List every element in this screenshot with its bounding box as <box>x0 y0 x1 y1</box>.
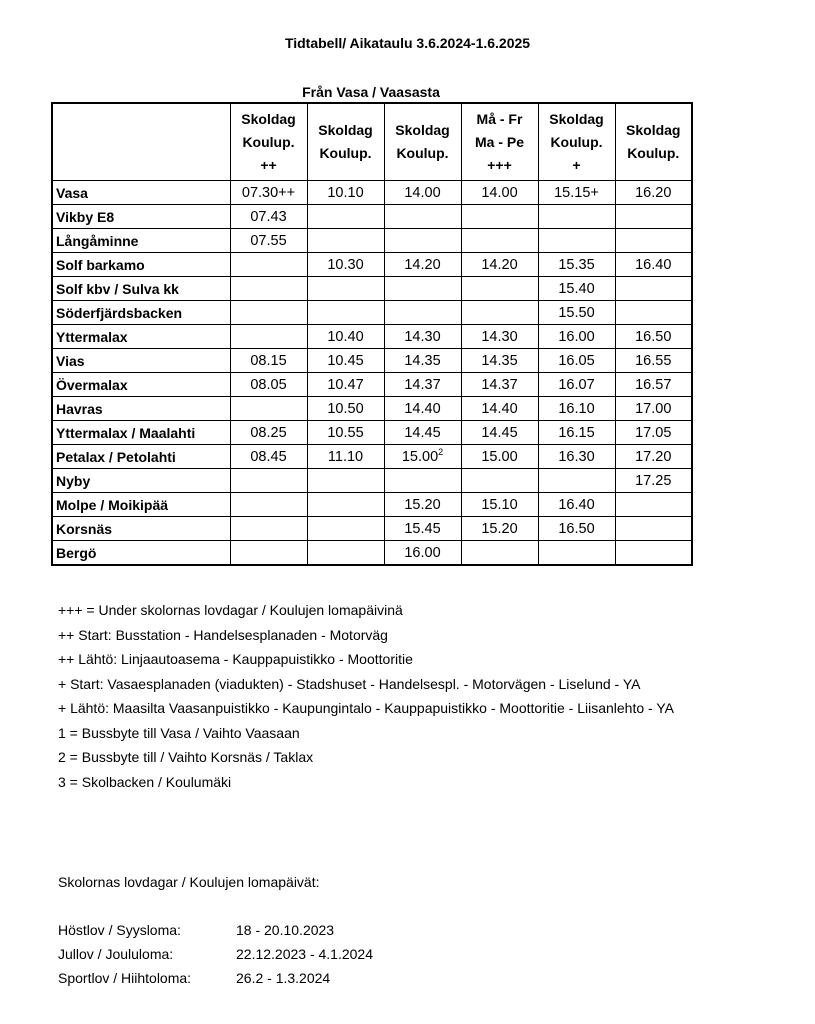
column-header-line: Ma - Pe <box>474 133 524 150</box>
departure-time <box>615 469 692 493</box>
table-row <box>52 421 692 445</box>
departure-time <box>461 277 538 301</box>
time-value: 14.00 <box>404 184 441 201</box>
departure-time <box>307 325 384 349</box>
column-header <box>615 103 692 181</box>
time-value: 14.20 <box>481 256 518 273</box>
page-title: Tidtabell/ Aikataulu 3.6.2024-1.6.2025 <box>284 35 531 51</box>
footnotes <box>58 598 674 794</box>
holiday-name: Jullov / Joululoma: <box>58 946 174 962</box>
time-value: 08.25 <box>250 424 287 441</box>
departure-time <box>461 493 538 517</box>
holiday-row <box>58 966 373 990</box>
departure-time <box>538 373 615 397</box>
time-value: 14.00 <box>481 184 518 201</box>
departure-time <box>461 301 538 325</box>
time-value: 16.05 <box>558 352 595 369</box>
departure-time <box>615 373 692 397</box>
stop-name: Molpe / Moikipää <box>52 493 230 517</box>
departure-time <box>538 229 615 253</box>
table-row <box>52 541 692 566</box>
footnote: 3 = Skolbacken / Koulumäki <box>58 773 232 790</box>
footnote: 1 = Bussbyte till Vasa / Vaihto Vaasaan <box>58 724 300 741</box>
time-value: 16.30 <box>558 448 595 465</box>
time-value: 14.40 <box>481 400 518 417</box>
departure-time <box>384 421 461 445</box>
time-value: 17.00 <box>635 400 672 417</box>
departure-time <box>307 517 384 541</box>
departure-time <box>230 445 307 469</box>
column-header <box>538 103 615 181</box>
departure-time <box>538 325 615 349</box>
footnote: +++ = Under skolornas lovdagar / Koulujen lomapäivinä <box>58 602 403 618</box>
time-value: 15.20 <box>404 496 441 513</box>
departure-time <box>384 469 461 493</box>
holiday-dates: 22.12.2023 - 4.1.2024 <box>236 946 374 962</box>
departure-time <box>615 397 692 421</box>
departure-time <box>538 181 615 205</box>
departure-time <box>461 397 538 421</box>
departure-time <box>538 517 615 541</box>
departure-time <box>538 253 615 277</box>
departure-time <box>461 373 538 397</box>
column-header-line: + <box>572 156 581 173</box>
time-value: 16.10 <box>558 400 595 417</box>
stop-name: Bergö <box>52 541 230 566</box>
time-value: 08.05 <box>250 376 287 393</box>
time-value: 07.43 <box>250 208 287 225</box>
time-value: 10.47 <box>327 376 364 393</box>
departure-time <box>384 373 461 397</box>
time-value: 16.15 <box>558 424 595 441</box>
departure-time <box>615 349 692 373</box>
table-row <box>52 517 692 541</box>
departure-time <box>538 421 615 445</box>
footnote: + Lähtö: Maasilta Vaasanpuistikko - Kaupungintalo - Kauppapuistikko - Moottoritie - Liisanlehto - YA <box>58 700 674 716</box>
departure-time <box>307 397 384 421</box>
departure-time <box>307 421 384 445</box>
departure-time <box>307 229 384 253</box>
departure-time <box>615 517 692 541</box>
departure-time <box>615 301 692 325</box>
departure-time <box>307 253 384 277</box>
column-header <box>230 103 307 181</box>
departure-time <box>307 181 384 205</box>
time-value: 16.55 <box>635 352 672 369</box>
time-value: 15.00 <box>481 448 518 465</box>
departure-time <box>230 181 307 205</box>
departure-time <box>538 541 615 566</box>
time-value: 15.45 <box>404 520 441 537</box>
footnote: + Start: Vasaesplanaden (viadukten) - Stadshuset - Handelsespl. - Motorvägen - Liselund - YA <box>58 675 641 692</box>
time-value: 15.40 <box>558 280 595 297</box>
departure-time <box>384 277 461 301</box>
stop-name: Vias <box>52 349 230 373</box>
time-value: 08.45 <box>250 448 287 465</box>
departure-time <box>538 445 615 469</box>
column-header <box>461 103 538 181</box>
departure-time <box>230 349 307 373</box>
footnote: ++ Lähtö: Linjaautoasema - Kauppapuistikko - Moottoritie <box>58 651 413 667</box>
column-header-line: Skoldag <box>549 110 604 127</box>
time-value: 14.45 <box>481 424 518 441</box>
footnote: ++ Start: Busstation - Handelsesplanaden - Motorväg <box>58 626 388 643</box>
departure-time <box>615 445 692 469</box>
departure-time <box>538 277 615 301</box>
departure-time <box>307 445 384 469</box>
departure-time <box>307 541 384 566</box>
departure-time <box>615 325 692 349</box>
departure-time <box>307 301 384 325</box>
departure-time <box>538 397 615 421</box>
departure-time <box>461 325 538 349</box>
time-value: 07.30++ <box>241 184 296 201</box>
column-header-line: Koulup. <box>242 133 295 150</box>
column-header-line: Skoldag <box>626 122 681 138</box>
time-value: 15.50 <box>558 304 595 321</box>
departure-time <box>307 373 384 397</box>
time-value: 14.30 <box>404 328 441 345</box>
time-value: 16.07 <box>558 376 595 393</box>
table-row <box>52 205 692 229</box>
time-value: 14.35 <box>404 352 441 369</box>
departure-time <box>384 541 461 566</box>
time-value: 16.50 <box>558 520 595 537</box>
departure-time <box>538 301 615 325</box>
departure-time <box>230 541 307 566</box>
departure-time <box>538 469 615 493</box>
departure-time <box>461 541 538 566</box>
stop-name: Vasa <box>52 181 230 205</box>
time-value: 10.45 <box>327 352 364 369</box>
table-row <box>52 181 692 205</box>
time-value: 14.45 <box>404 424 441 441</box>
time-value: 14.40 <box>404 400 441 417</box>
time-value: 10.40 <box>327 328 364 345</box>
time-value: 16.20 <box>635 184 672 201</box>
departure-time <box>230 301 307 325</box>
departure-time <box>538 349 615 373</box>
stop-name: Petalax / Petolahti <box>52 445 230 469</box>
departure-time <box>461 421 538 445</box>
departure-time <box>384 397 461 421</box>
table-row <box>52 253 692 277</box>
departure-time <box>230 517 307 541</box>
departure-time <box>230 205 307 229</box>
holiday-name: Höstlov / Syysloma: <box>58 922 181 938</box>
table-row <box>52 445 692 469</box>
time-value: 16.00 <box>404 544 441 561</box>
departure-time <box>230 253 307 277</box>
time-value: 15.15+ <box>554 184 599 201</box>
stop-column-header <box>52 103 230 181</box>
time-value: 15.20 <box>481 520 518 537</box>
table-row <box>52 325 692 349</box>
departure-time <box>538 205 615 229</box>
column-header-line: Koulup. <box>319 145 372 161</box>
table-row <box>52 277 692 301</box>
departure-time <box>230 373 307 397</box>
departure-time <box>384 325 461 349</box>
departure-time <box>461 253 538 277</box>
departure-time <box>384 349 461 373</box>
time-value: 17.25 <box>635 472 672 489</box>
departure-time <box>307 349 384 373</box>
departure-time <box>384 493 461 517</box>
departure-time <box>538 493 615 517</box>
time-value: 16.40 <box>558 496 595 513</box>
stop-name: Långåminne <box>52 229 230 253</box>
departure-time <box>384 253 461 277</box>
column-header-line: Skoldag <box>241 110 296 127</box>
footnote-marker: 2 <box>438 446 444 457</box>
time-value: 10.10 <box>327 184 364 201</box>
departure-time <box>230 325 307 349</box>
stop-name: Solf kbv / Sulva kk <box>52 277 230 301</box>
column-header-line: ++ <box>260 156 277 173</box>
time-value: 15.00 <box>401 448 439 465</box>
holidays-list <box>58 918 373 990</box>
table-row <box>52 301 692 325</box>
timetable-header-row <box>52 103 692 181</box>
departure-time <box>615 277 692 301</box>
departure-time <box>461 229 538 253</box>
time-value: 14.37 <box>481 376 518 393</box>
table-row <box>52 373 692 397</box>
column-header-line: +++ <box>487 156 512 173</box>
departure-time <box>384 445 461 469</box>
time-value: 14.37 <box>404 376 441 393</box>
stop-name: Övermalax <box>52 373 230 397</box>
departure-time <box>461 349 538 373</box>
table-row <box>52 469 692 493</box>
time-value: 17.20 <box>635 448 672 465</box>
departure-time <box>307 205 384 229</box>
departure-time <box>615 493 692 517</box>
stop-name: Solf barkamo <box>52 253 230 277</box>
departure-time <box>461 205 538 229</box>
time-value: 14.35 <box>481 352 518 369</box>
column-header-line: Koulup. <box>396 145 449 161</box>
table-row <box>52 493 692 517</box>
stop-name: Havras <box>52 397 230 421</box>
table-subtitle: Från Vasa / Vaasasta <box>302 84 440 100</box>
departure-time <box>461 181 538 205</box>
table-row <box>52 349 692 373</box>
time-value: 17.05 <box>635 424 672 441</box>
departure-time <box>384 229 461 253</box>
time-value: 14.30 <box>481 328 518 345</box>
holiday-dates: 26.2 - 1.3.2024 <box>236 970 331 986</box>
stop-name: Yttermalax / Maalahti <box>52 421 230 445</box>
departure-time <box>230 229 307 253</box>
column-header-line: Må - Fr <box>476 110 523 127</box>
time-value: 15.35 <box>558 256 595 273</box>
time-value: 10.55 <box>327 424 364 441</box>
departure-time <box>384 517 461 541</box>
time-value: 16.57 <box>635 376 672 393</box>
column-header <box>384 103 461 181</box>
time-value: 10.30 <box>327 256 364 273</box>
departure-time <box>384 205 461 229</box>
column-header-line: Skoldag <box>318 122 373 138</box>
departure-time <box>615 229 692 253</box>
departure-time <box>230 469 307 493</box>
table-row <box>52 397 692 421</box>
departure-time <box>615 181 692 205</box>
time-value: 08.15 <box>250 352 287 369</box>
time-value: 15.10 <box>481 496 518 513</box>
departure-time <box>230 397 307 421</box>
departure-time <box>461 469 538 493</box>
column-header-line: Koulup. <box>550 133 603 150</box>
footnote: 2 = Bussbyte till / Vaihto Korsnäs / Taklax <box>58 749 314 765</box>
departure-time <box>230 493 307 517</box>
holiday-name: Sportlov / Hiihtoloma: <box>58 970 192 986</box>
column-header-line: Koulup. <box>627 145 680 161</box>
holiday-row <box>58 942 373 966</box>
departure-time <box>230 277 307 301</box>
departure-time <box>307 493 384 517</box>
time-value: 10.50 <box>327 400 364 417</box>
time-value: 16.50 <box>635 328 672 345</box>
departure-time <box>461 517 538 541</box>
time-value: 16.00 <box>558 328 595 345</box>
stop-name: Korsnäs <box>52 517 230 541</box>
time-value: 11.10 <box>327 448 364 465</box>
column-header <box>307 103 384 181</box>
stop-name: Vikby E8 <box>52 205 230 229</box>
time-value: 07.55 <box>250 232 287 249</box>
stop-name: Yttermalax <box>52 325 230 349</box>
time-value: 14.20 <box>404 256 441 273</box>
departure-time <box>615 541 692 566</box>
departure-time <box>307 277 384 301</box>
column-header-line: Skoldag <box>395 122 450 138</box>
time-value: 16.40 <box>635 256 672 273</box>
departure-time <box>307 469 384 493</box>
holiday-row <box>58 918 373 942</box>
departure-time <box>461 445 538 469</box>
timetable <box>51 102 693 566</box>
stop-name: Nyby <box>52 469 230 493</box>
departure-time <box>615 421 692 445</box>
departure-time <box>230 421 307 445</box>
stop-name: Söderfjärdsbacken <box>52 301 230 325</box>
table-row <box>52 229 692 253</box>
holiday-dates: 18 - 20.10.2023 <box>236 922 335 938</box>
departure-time <box>615 253 692 277</box>
departure-time <box>384 181 461 205</box>
departure-time <box>384 301 461 325</box>
departure-time <box>615 205 692 229</box>
holidays-title: Skolornas lovdagar / Koulujen lomapäivät: <box>58 874 320 890</box>
